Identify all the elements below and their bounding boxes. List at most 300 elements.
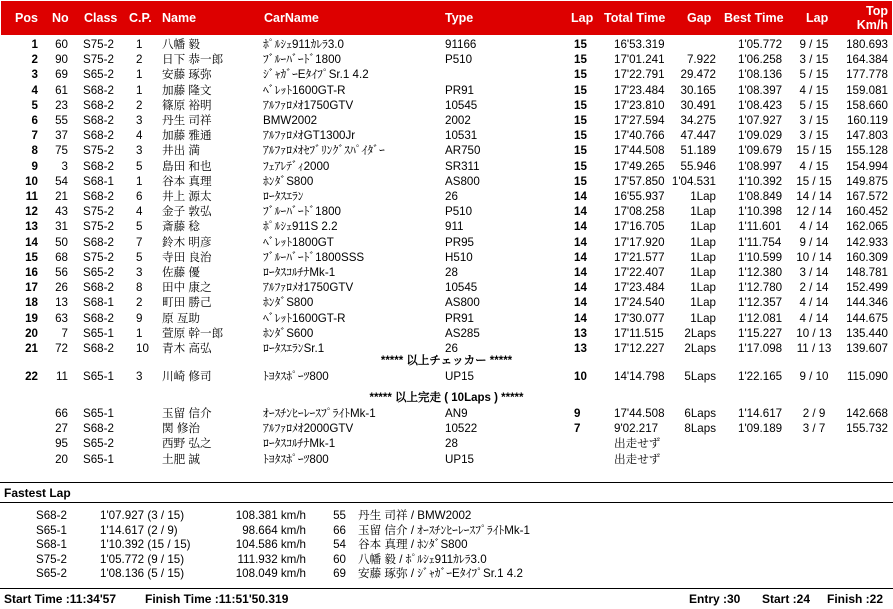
cell-name: 佐藤 優 <box>162 266 201 279</box>
cell-top: 155.128 <box>846 144 888 158</box>
cell-car: ｱﾙﾌｧﾛﾒｵGT1300Jr <box>263 129 356 143</box>
cell-pos: 5 <box>31 98 38 112</box>
cell-best: 1'17.098 <box>738 342 783 355</box>
fastest-lap-title: Fastest Lap <box>4 486 71 500</box>
cell-top: 152.499 <box>846 281 888 295</box>
cell-lap: 15 <box>574 98 587 112</box>
cell-pos: 16 <box>25 266 38 279</box>
cell-cls: S65-1 <box>83 407 114 420</box>
cell-pos: 9 <box>31 159 38 173</box>
cell-best: 1'07.927 <box>738 114 783 127</box>
cell-no: 95 <box>55 437 68 451</box>
cell-top: 158.660 <box>846 98 888 112</box>
cell-car: ｱﾙﾌｧﾛﾒｵｾﾌﾞﾘﾝｸﾞｽﾊﾟｲﾀﾞｰ <box>263 144 385 158</box>
cell-cp: 4 <box>136 129 143 143</box>
cell-total: 17'16.705 <box>614 220 665 234</box>
cell-blap: 9 / 15 <box>799 38 829 51</box>
cell-total: 17'22.407 <box>614 266 665 279</box>
cell-top: 164.384 <box>846 53 888 67</box>
cell-blap: 15 / 15 <box>796 144 832 158</box>
result-row <box>0 220 893 235</box>
cell-name: 川崎 修司 <box>162 370 212 383</box>
cell-cls: S65-1 <box>83 452 114 466</box>
result-row <box>0 53 893 68</box>
cell-total: 17'57.850 <box>614 174 665 188</box>
cell-gap: 1Lap <box>690 220 716 234</box>
cell-cls: S65-2 <box>83 437 114 451</box>
cell-best: 1'08.997 <box>738 159 783 173</box>
cell-type: AN9 <box>445 407 468 420</box>
cell-car: BMW2002 <box>263 114 318 127</box>
cell-blap: 5 / 15 <box>799 98 829 112</box>
cell-car: ﾛｰﾀｽｴﾗﾝSr.1 <box>263 342 325 355</box>
result-row <box>0 190 893 205</box>
cell-type: PR95 <box>445 235 475 249</box>
cell-no: 56 <box>55 266 68 279</box>
result-row <box>0 422 893 437</box>
cell-type: P510 <box>445 205 473 219</box>
cell-pos: 11 <box>25 190 38 203</box>
cell-top: 162.065 <box>846 220 888 234</box>
cell-car: ｱﾙﾌｧﾛﾒｵ2000GTV <box>263 422 354 436</box>
result-row <box>0 266 893 281</box>
cell-top: 167.572 <box>846 190 888 203</box>
cell-blap: 5 / 15 <box>799 68 829 82</box>
cell-top: 144.346 <box>846 296 888 310</box>
cell-name: 井出 満 <box>162 144 201 158</box>
result-row <box>0 312 893 327</box>
cell-car: ﾎﾟﾙｼｪ911ｶﾚﾗ3.0 <box>263 38 344 51</box>
cell-car: ﾛｰﾀｽｺﾙﾁﾅMk-1 <box>263 437 336 451</box>
col-best-lap: Lap <box>806 11 829 25</box>
cell-type: P510 <box>445 53 473 67</box>
cell-type: H510 <box>445 250 473 264</box>
fastest-cell-no: 69 <box>333 567 346 581</box>
cell-gap: 1Lap <box>690 281 716 295</box>
cell-top: 115.090 <box>846 370 888 383</box>
cell-pos: 2 <box>31 53 38 67</box>
cell-gap: 34.275 <box>680 114 716 127</box>
cell-top: 149.875 <box>846 174 888 188</box>
cell-name: 原 亙助 <box>162 311 201 325</box>
fastest-cell-driver: 玉留 信介 / ｵｰｽﾁﾝﾋｰﾚｰｽﾌﾟﾗｲﾄMk-1 <box>358 523 530 537</box>
cell-cp: 7 <box>136 235 143 249</box>
result-row <box>0 453 893 468</box>
cell-top: 180.693 <box>846 38 888 51</box>
cell-no: 43 <box>55 205 68 219</box>
cell-total: 17'17.920 <box>614 235 665 249</box>
cell-best: 1'12.780 <box>738 281 783 295</box>
cell-gap: 5Laps <box>684 370 716 383</box>
cell-total: 16'53.319 <box>614 38 665 51</box>
cell-cls: S68-2 <box>83 114 114 127</box>
result-row <box>0 129 893 144</box>
col-kmh-label: Km/h <box>856 18 888 32</box>
cell-cp: 2 <box>136 98 143 112</box>
result-row <box>0 99 893 114</box>
fastest-cell-no: 60 <box>333 552 346 566</box>
cell-blap: 3 / 15 <box>799 53 829 67</box>
fastest-cell-time: 1'14.617 (2 / 9) <box>100 523 178 537</box>
col-total-time: Total Time <box>604 11 666 25</box>
cell-cls: S68-2 <box>83 422 114 436</box>
cell-total: 17'40.766 <box>614 129 665 143</box>
result-row <box>0 251 893 266</box>
cell-type: SR311 <box>445 159 480 173</box>
cell-no: 37 <box>55 129 68 143</box>
cell-no: 21 <box>55 190 68 203</box>
cell-cp: 4 <box>136 205 143 219</box>
cell-best: 1'05.772 <box>738 38 783 51</box>
cell-no: 3 <box>61 159 68 173</box>
fastest-cell-driver: 丹生 司祥 / BMW2002 <box>358 509 472 522</box>
cell-gap: 1Lap <box>690 205 716 219</box>
cell-total: 17'44.508 <box>614 407 665 420</box>
cell-cls: S75-2 <box>83 38 114 51</box>
cell-lap: 10 <box>574 370 587 383</box>
cell-blap: 4 / 15 <box>799 83 829 97</box>
cell-total: 16'55.937 <box>614 190 665 203</box>
cell-car: ﾛｰﾀｽｺﾙﾁﾅMk-1 <box>263 266 336 279</box>
cell-name: 斎藤 稔 <box>162 220 201 234</box>
cell-car: ｱﾙﾌｧﾛﾒｵ1750GTV <box>263 281 354 295</box>
col-carname: CarName <box>264 11 319 25</box>
cell-best: 1'12.081 <box>738 311 783 325</box>
fastest-cell-cls: S65-1 <box>36 523 67 537</box>
finish-count: Finish :22 <box>827 592 884 606</box>
fastest-cell-speed: 108.381 km/h <box>235 509 306 522</box>
cell-pos: 3 <box>31 68 38 82</box>
cell-car: ｼﾞｬｶﾞｰEﾀｲﾌﾟSr.1 4.2 <box>263 68 369 82</box>
result-row <box>0 281 893 296</box>
cell-cls: S68-1 <box>83 296 114 310</box>
cell-cp: 10 <box>136 342 149 355</box>
cell-top: 159.081 <box>846 83 888 97</box>
cell-gap: 1Lap <box>690 266 716 279</box>
cell-top: 177.778 <box>846 68 888 82</box>
cell-cls: S75-2 <box>83 205 114 219</box>
cell-cls: S68-1 <box>83 174 114 188</box>
cell-type: PR91 <box>445 83 475 97</box>
cell-name: 金子 敦弘 <box>162 205 212 219</box>
cell-blap: 4 / 14 <box>799 220 829 234</box>
cell-gap: 1Lap <box>690 190 716 203</box>
cell-cls: S75-2 <box>83 53 114 67</box>
cell-best: 1'15.227 <box>738 326 783 340</box>
cell-car: ﾎﾟﾙｼｪ911S 2.2 <box>263 220 338 234</box>
footer-rule <box>0 588 893 589</box>
cell-car: ﾛｰﾀｽｴﾗﾝ <box>263 190 304 203</box>
cell-total: 17'49.265 <box>614 159 665 173</box>
cell-gap: 2Laps <box>684 342 716 355</box>
cell-top: 155.732 <box>846 422 888 436</box>
fastest-cell-speed: 104.586 km/h <box>235 538 306 552</box>
fastest-cell-time: 1'10.392 (15 / 15) <box>100 538 191 552</box>
cell-lap: 9 <box>574 407 581 420</box>
cell-top: 144.675 <box>846 311 888 325</box>
cell-pos: 10 <box>25 174 38 188</box>
cell-lap: 15 <box>574 159 587 173</box>
cell-car: ﾌﾞﾙｰﾊﾞｰﾄﾞ1800 <box>263 205 341 219</box>
cell-cp: 3 <box>136 370 143 383</box>
cell-pos: 20 <box>25 326 38 340</box>
cell-lap: 14 <box>574 190 587 203</box>
cell-lap: 15 <box>574 53 587 67</box>
cell-lap: 14 <box>574 266 587 279</box>
cell-no: 75 <box>55 144 68 158</box>
fastest-title-rule <box>0 502 893 503</box>
cell-type: 10545 <box>445 281 478 295</box>
fastest-cell-cls: S65-2 <box>36 567 67 581</box>
cell-name: 土肥 誠 <box>162 452 201 466</box>
result-row <box>0 236 893 251</box>
result-row <box>0 114 893 129</box>
cell-total: 17'11.515 <box>614 326 664 340</box>
fastest-lap-row <box>0 538 893 552</box>
cell-blap: 4 / 14 <box>799 296 829 310</box>
cell-name: 西野 弘之 <box>162 437 212 451</box>
cell-total: 17'22.791 <box>614 68 665 82</box>
cell-gap: 29.472 <box>680 68 716 82</box>
cell-pos: 19 <box>25 311 38 325</box>
cell-top: 142.933 <box>846 235 888 249</box>
cell-car: ﾎﾝﾀﾞS800 <box>263 296 314 310</box>
cell-no: 90 <box>55 53 68 67</box>
cell-best: 1'08.136 <box>738 68 783 82</box>
cell-blap: 9 / 10 <box>799 370 829 383</box>
cell-lap: 15 <box>574 144 587 158</box>
result-row <box>0 296 893 311</box>
cell-name: 安藤 琢弥 <box>162 68 212 82</box>
cell-pos: 17 <box>25 281 38 295</box>
cell-name: 丹生 司祥 <box>162 114 212 127</box>
finish-note: ***** 以上完走 ( 10Laps ) ***** <box>369 392 524 404</box>
col-class: Class <box>84 11 118 25</box>
cell-cp: 1 <box>136 174 143 188</box>
entry-count: Entry :30 <box>689 592 741 606</box>
cell-cls: S75-2 <box>83 220 114 234</box>
cell-cp: 5 <box>136 159 143 173</box>
cell-no: 50 <box>55 235 68 249</box>
cell-cls: S65-1 <box>83 326 114 340</box>
cell-car: ﾎﾝﾀﾞS800 <box>263 174 314 188</box>
cell-name: 萱原 幹一郎 <box>162 326 224 340</box>
col-type: Type <box>445 11 474 25</box>
cell-no: 68 <box>55 250 68 264</box>
cell-pos: 6 <box>31 114 38 127</box>
cell-lap: 13 <box>574 342 587 355</box>
cell-top: 160.452 <box>846 205 888 219</box>
cell-blap: 3 / 7 <box>802 422 826 436</box>
cell-gap: 2Laps <box>684 326 716 340</box>
cell-type: 28 <box>445 266 458 279</box>
cell-cls: S68-2 <box>83 235 114 249</box>
cell-car: ｱﾙﾌｧﾛﾒｵ1750GTV <box>263 98 354 112</box>
cell-car: ﾍﾞﾚｯﾄ1800GT <box>263 235 334 249</box>
cell-gap: 8Laps <box>684 422 716 436</box>
fastest-cell-no: 54 <box>333 538 346 552</box>
cell-name: 日下 恭一郎 <box>162 53 224 67</box>
cell-lap: 14 <box>574 220 587 234</box>
fastest-cell-speed: 98.664 km/h <box>242 523 306 537</box>
cell-no: 27 <box>55 422 68 436</box>
cell-cp: 1 <box>136 326 143 340</box>
cell-type: 10531 <box>445 129 478 143</box>
cell-car: ﾍﾞﾚｯﾄ1600GT-R <box>263 83 346 97</box>
cell-best: 1'22.165 <box>738 370 783 383</box>
cell-gap: 47.447 <box>680 129 716 143</box>
cell-no: 11 <box>55 370 68 383</box>
cell-lap: 15 <box>574 174 587 188</box>
cell-blap: 3 / 15 <box>799 114 829 127</box>
cell-pos: 21 <box>25 342 38 355</box>
cell-blap: 4 / 15 <box>799 159 829 173</box>
cell-cp: 2 <box>136 53 143 67</box>
cell-cp: 1 <box>136 38 143 51</box>
cell-pos: 7 <box>31 129 38 143</box>
cell-best: 1'06.258 <box>738 53 783 67</box>
cell-total: 17'01.241 <box>614 53 665 67</box>
cell-lap: 15 <box>574 129 587 143</box>
cell-total: 17'08.258 <box>614 205 665 219</box>
cell-pos: 4 <box>31 83 38 97</box>
cell-total: 17'23.810 <box>614 98 665 112</box>
cell-gap: 55.946 <box>680 159 716 173</box>
col-cp: C.P. <box>129 11 152 25</box>
fastest-cell-driver: 安藤 琢弥 / ｼﾞｬｶﾞｰEﾀｲﾌﾟSr.1 4.2 <box>358 567 523 581</box>
fastest-cell-cls: S68-1 <box>36 538 67 552</box>
result-row <box>0 84 893 99</box>
results-header <box>1 1 892 35</box>
cell-pos: 18 <box>25 296 38 310</box>
cell-type: AS285 <box>445 326 480 340</box>
cell-name: 八幡 毅 <box>162 38 201 51</box>
cell-gap: 30.165 <box>680 83 716 97</box>
cell-pos: 15 <box>25 250 38 264</box>
start-count: Start :24 <box>762 592 811 606</box>
cell-total: 出走せず <box>614 437 661 451</box>
cell-pos: 1 <box>31 38 38 51</box>
cell-type: AR750 <box>445 144 481 158</box>
cell-lap: 13 <box>574 326 587 340</box>
cell-best: 1'12.357 <box>738 296 783 310</box>
col-top-label: Top <box>866 4 888 18</box>
cell-best: 1'08.397 <box>738 83 783 97</box>
cell-lap: 7 <box>574 422 581 436</box>
cell-best: 1'10.392 <box>738 174 783 188</box>
cell-type: PR91 <box>445 311 475 325</box>
cell-gap: 51.189 <box>680 144 716 158</box>
cell-cls: S75-2 <box>83 144 114 158</box>
cell-type: 911 <box>445 220 464 234</box>
cell-name: 鈴木 明彦 <box>162 235 212 249</box>
cell-best: 1'14.617 <box>738 407 783 420</box>
cell-gap: 30.491 <box>680 98 716 112</box>
cell-cp: 3 <box>136 266 143 279</box>
cell-lap: 14 <box>574 296 587 310</box>
cell-gap: 1Lap <box>690 250 716 264</box>
result-row <box>0 327 893 342</box>
cell-top: 160.309 <box>846 250 888 264</box>
fastest-cell-time: 1'07.927 (3 / 15) <box>100 509 185 522</box>
fastest-cell-speed: 111.932 km/h <box>237 552 306 566</box>
cell-lap: 15 <box>574 68 587 82</box>
cell-top: 139.607 <box>846 342 888 355</box>
cell-blap: 12 / 14 <box>796 205 832 219</box>
cell-name: 加藤 雅通 <box>162 129 212 143</box>
result-row <box>0 144 893 159</box>
cell-no: 31 <box>55 220 68 234</box>
cell-gap: 1Lap <box>690 311 716 325</box>
cell-gap: 1Lap <box>690 296 716 310</box>
cell-cp: 9 <box>136 311 143 325</box>
fastest-cell-time: 1'08.136 (5 / 15) <box>100 567 185 581</box>
result-row <box>0 68 893 83</box>
cell-blap: 10 / 14 <box>796 250 832 264</box>
cell-car: ﾄﾖﾀｽﾎﾟｰﾂ800 <box>263 370 329 383</box>
cell-no: 26 <box>55 281 68 295</box>
cell-car: ﾍﾞﾚｯﾄ1600GT-R <box>263 311 346 325</box>
cell-total: 9'02.217 <box>614 422 659 436</box>
cell-cls: S68-2 <box>83 129 114 143</box>
cell-best: 1'10.398 <box>738 205 783 219</box>
result-row <box>0 437 893 452</box>
cell-pos: 14 <box>25 235 38 249</box>
cell-total: 17'44.508 <box>614 144 665 158</box>
cell-lap: 14 <box>574 281 587 295</box>
cell-pos: 8 <box>31 144 38 158</box>
cell-total: 14'14.798 <box>614 370 665 383</box>
cell-cls: S68-2 <box>83 98 114 112</box>
cell-car: ﾌﾞﾙｰﾊﾞｰﾄﾞ1800SSS <box>263 250 365 264</box>
cell-best: 1'08.423 <box>738 98 783 112</box>
cell-name: 関 修治 <box>162 422 201 436</box>
cell-total: 17'23.484 <box>614 281 665 295</box>
cell-gap: 6Laps <box>684 407 716 420</box>
cell-best: 1'11.754 <box>738 235 782 249</box>
cell-car: ﾄﾖﾀｽﾎﾟｰﾂ800 <box>263 452 329 466</box>
cell-type: 28 <box>445 437 458 451</box>
cell-type: 91166 <box>445 38 477 51</box>
fastest-cell-no: 55 <box>333 509 346 522</box>
cell-cls: S68-2 <box>83 342 114 355</box>
cell-type: 26 <box>445 190 458 203</box>
cell-no: 20 <box>55 452 68 466</box>
finish-time: Finish Time :11:51'50.319 <box>145 592 289 606</box>
cell-total: 17'21.577 <box>614 250 665 264</box>
cell-cp: 3 <box>136 114 143 127</box>
cell-no: 54 <box>55 174 68 188</box>
cell-top: 154.994 <box>846 159 888 173</box>
cell-type: 10545 <box>445 98 478 112</box>
cell-best: 1'11.601 <box>738 220 782 234</box>
cell-top: 160.119 <box>846 114 888 127</box>
cell-top: 148.781 <box>846 266 888 279</box>
cell-cp: 6 <box>136 190 143 203</box>
cell-lap: 14 <box>574 311 587 325</box>
fastest-cell-no: 66 <box>333 523 346 537</box>
cell-pos: 22 <box>25 370 38 383</box>
cell-car: ｵｰｽﾁﾝﾋｰﾚｰｽﾌﾟﾗｲﾄMk-1 <box>263 407 376 420</box>
cell-total: 17'24.540 <box>614 296 665 310</box>
cell-best: 1'12.380 <box>738 266 783 279</box>
cell-gap: 1'04.531 <box>671 174 716 188</box>
cell-car: ﾎﾝﾀﾞS600 <box>263 326 314 340</box>
cell-no: 60 <box>55 38 68 51</box>
fastest-cell-driver: 八幡 毅 / ﾎﾟﾙｼｪ911ｶﾚﾗ3.0 <box>358 552 487 566</box>
cell-blap: 3 / 14 <box>799 266 829 279</box>
cell-cp: 1 <box>136 83 143 97</box>
